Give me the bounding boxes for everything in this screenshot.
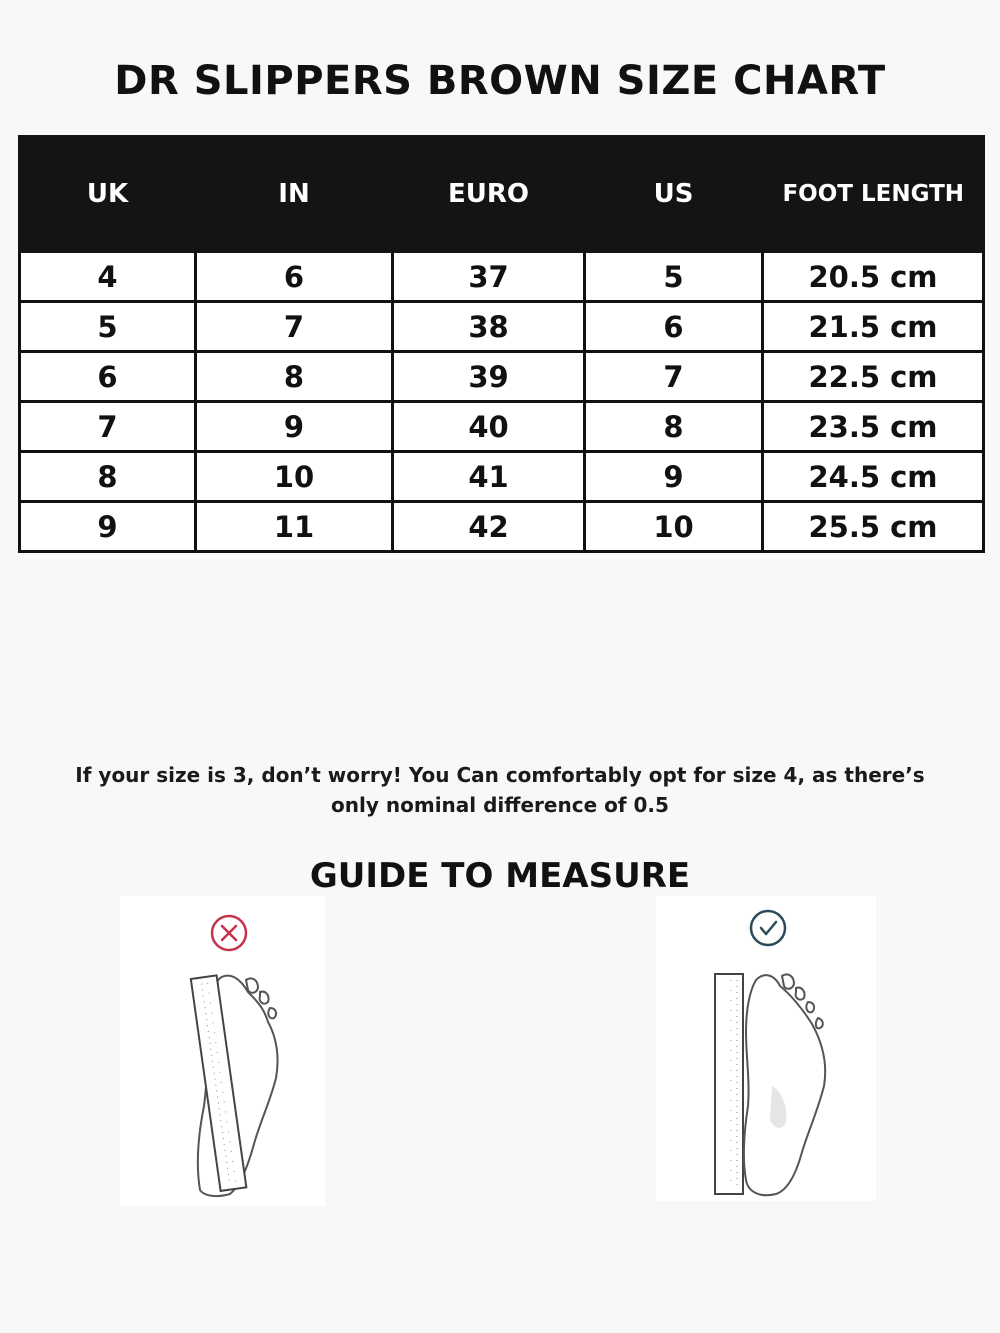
cell-in: 6 bbox=[196, 252, 393, 302]
cell-foot-length: 24.5 cm bbox=[763, 452, 984, 502]
cell-foot-length: 22.5 cm bbox=[763, 352, 984, 402]
check-circle-icon bbox=[751, 911, 785, 945]
header-foot-length: FOOT LENGTH bbox=[763, 137, 984, 252]
ruler-icon bbox=[715, 974, 743, 1194]
cross-circle-icon bbox=[212, 916, 246, 950]
foot-outline-icon bbox=[744, 974, 825, 1195]
cell-uk: 4 bbox=[20, 252, 196, 302]
cell-euro: 40 bbox=[393, 402, 585, 452]
table-row bbox=[20, 452, 984, 502]
cell-euro: 39 bbox=[393, 352, 585, 402]
cell-euro: 37 bbox=[393, 252, 585, 302]
cell-in: 11 bbox=[196, 502, 393, 552]
table-row bbox=[20, 302, 984, 352]
table-row bbox=[20, 352, 984, 402]
cell-us: 6 bbox=[585, 302, 763, 352]
cell-in: 9 bbox=[196, 402, 393, 452]
page-title: DR SLIPPERS BROWN SIZE CHART bbox=[114, 58, 886, 104]
cell-foot-length: 21.5 cm bbox=[763, 302, 984, 352]
cell-euro: 38 bbox=[393, 302, 585, 352]
cell-uk: 8 bbox=[20, 452, 196, 502]
header-euro: EURO bbox=[393, 137, 585, 252]
cell-uk: 5 bbox=[20, 302, 196, 352]
cell-in: 10 bbox=[196, 452, 393, 502]
wrong-measure-illustration bbox=[120, 896, 325, 1206]
header-in: IN bbox=[196, 137, 393, 252]
cell-foot-length: 20.5 cm bbox=[763, 252, 984, 302]
cell-in: 7 bbox=[196, 302, 393, 352]
table-row bbox=[20, 252, 984, 302]
cell-euro: 42 bbox=[393, 502, 585, 552]
cell-us: 5 bbox=[585, 252, 763, 302]
cell-uk: 9 bbox=[20, 502, 196, 552]
header-us: US bbox=[585, 137, 763, 252]
table-row bbox=[20, 502, 984, 552]
guide-title: GUIDE TO MEASURE bbox=[309, 856, 691, 896]
right-measure-illustration bbox=[656, 896, 876, 1201]
cell-foot-length: 25.5 cm bbox=[763, 502, 984, 552]
cell-euro: 41 bbox=[393, 452, 585, 502]
cell-foot-length: 23.5 cm bbox=[763, 402, 984, 452]
cell-us: 9 bbox=[585, 452, 763, 502]
size-chart-table bbox=[18, 135, 985, 553]
size-note: If your size is 3, don’t worry! You Can comfortably opt for size 4, as there’s only nominal difference of 0.5 bbox=[75, 763, 925, 817]
cell-us: 10 bbox=[585, 502, 763, 552]
cell-us: 8 bbox=[585, 402, 763, 452]
cell-us: 7 bbox=[585, 352, 763, 402]
cell-uk: 6 bbox=[20, 352, 196, 402]
cell-in: 8 bbox=[196, 352, 393, 402]
header-uk: UK bbox=[20, 137, 196, 252]
cell-uk: 7 bbox=[20, 402, 196, 452]
table-header-row bbox=[20, 137, 984, 252]
table-row bbox=[20, 402, 984, 452]
